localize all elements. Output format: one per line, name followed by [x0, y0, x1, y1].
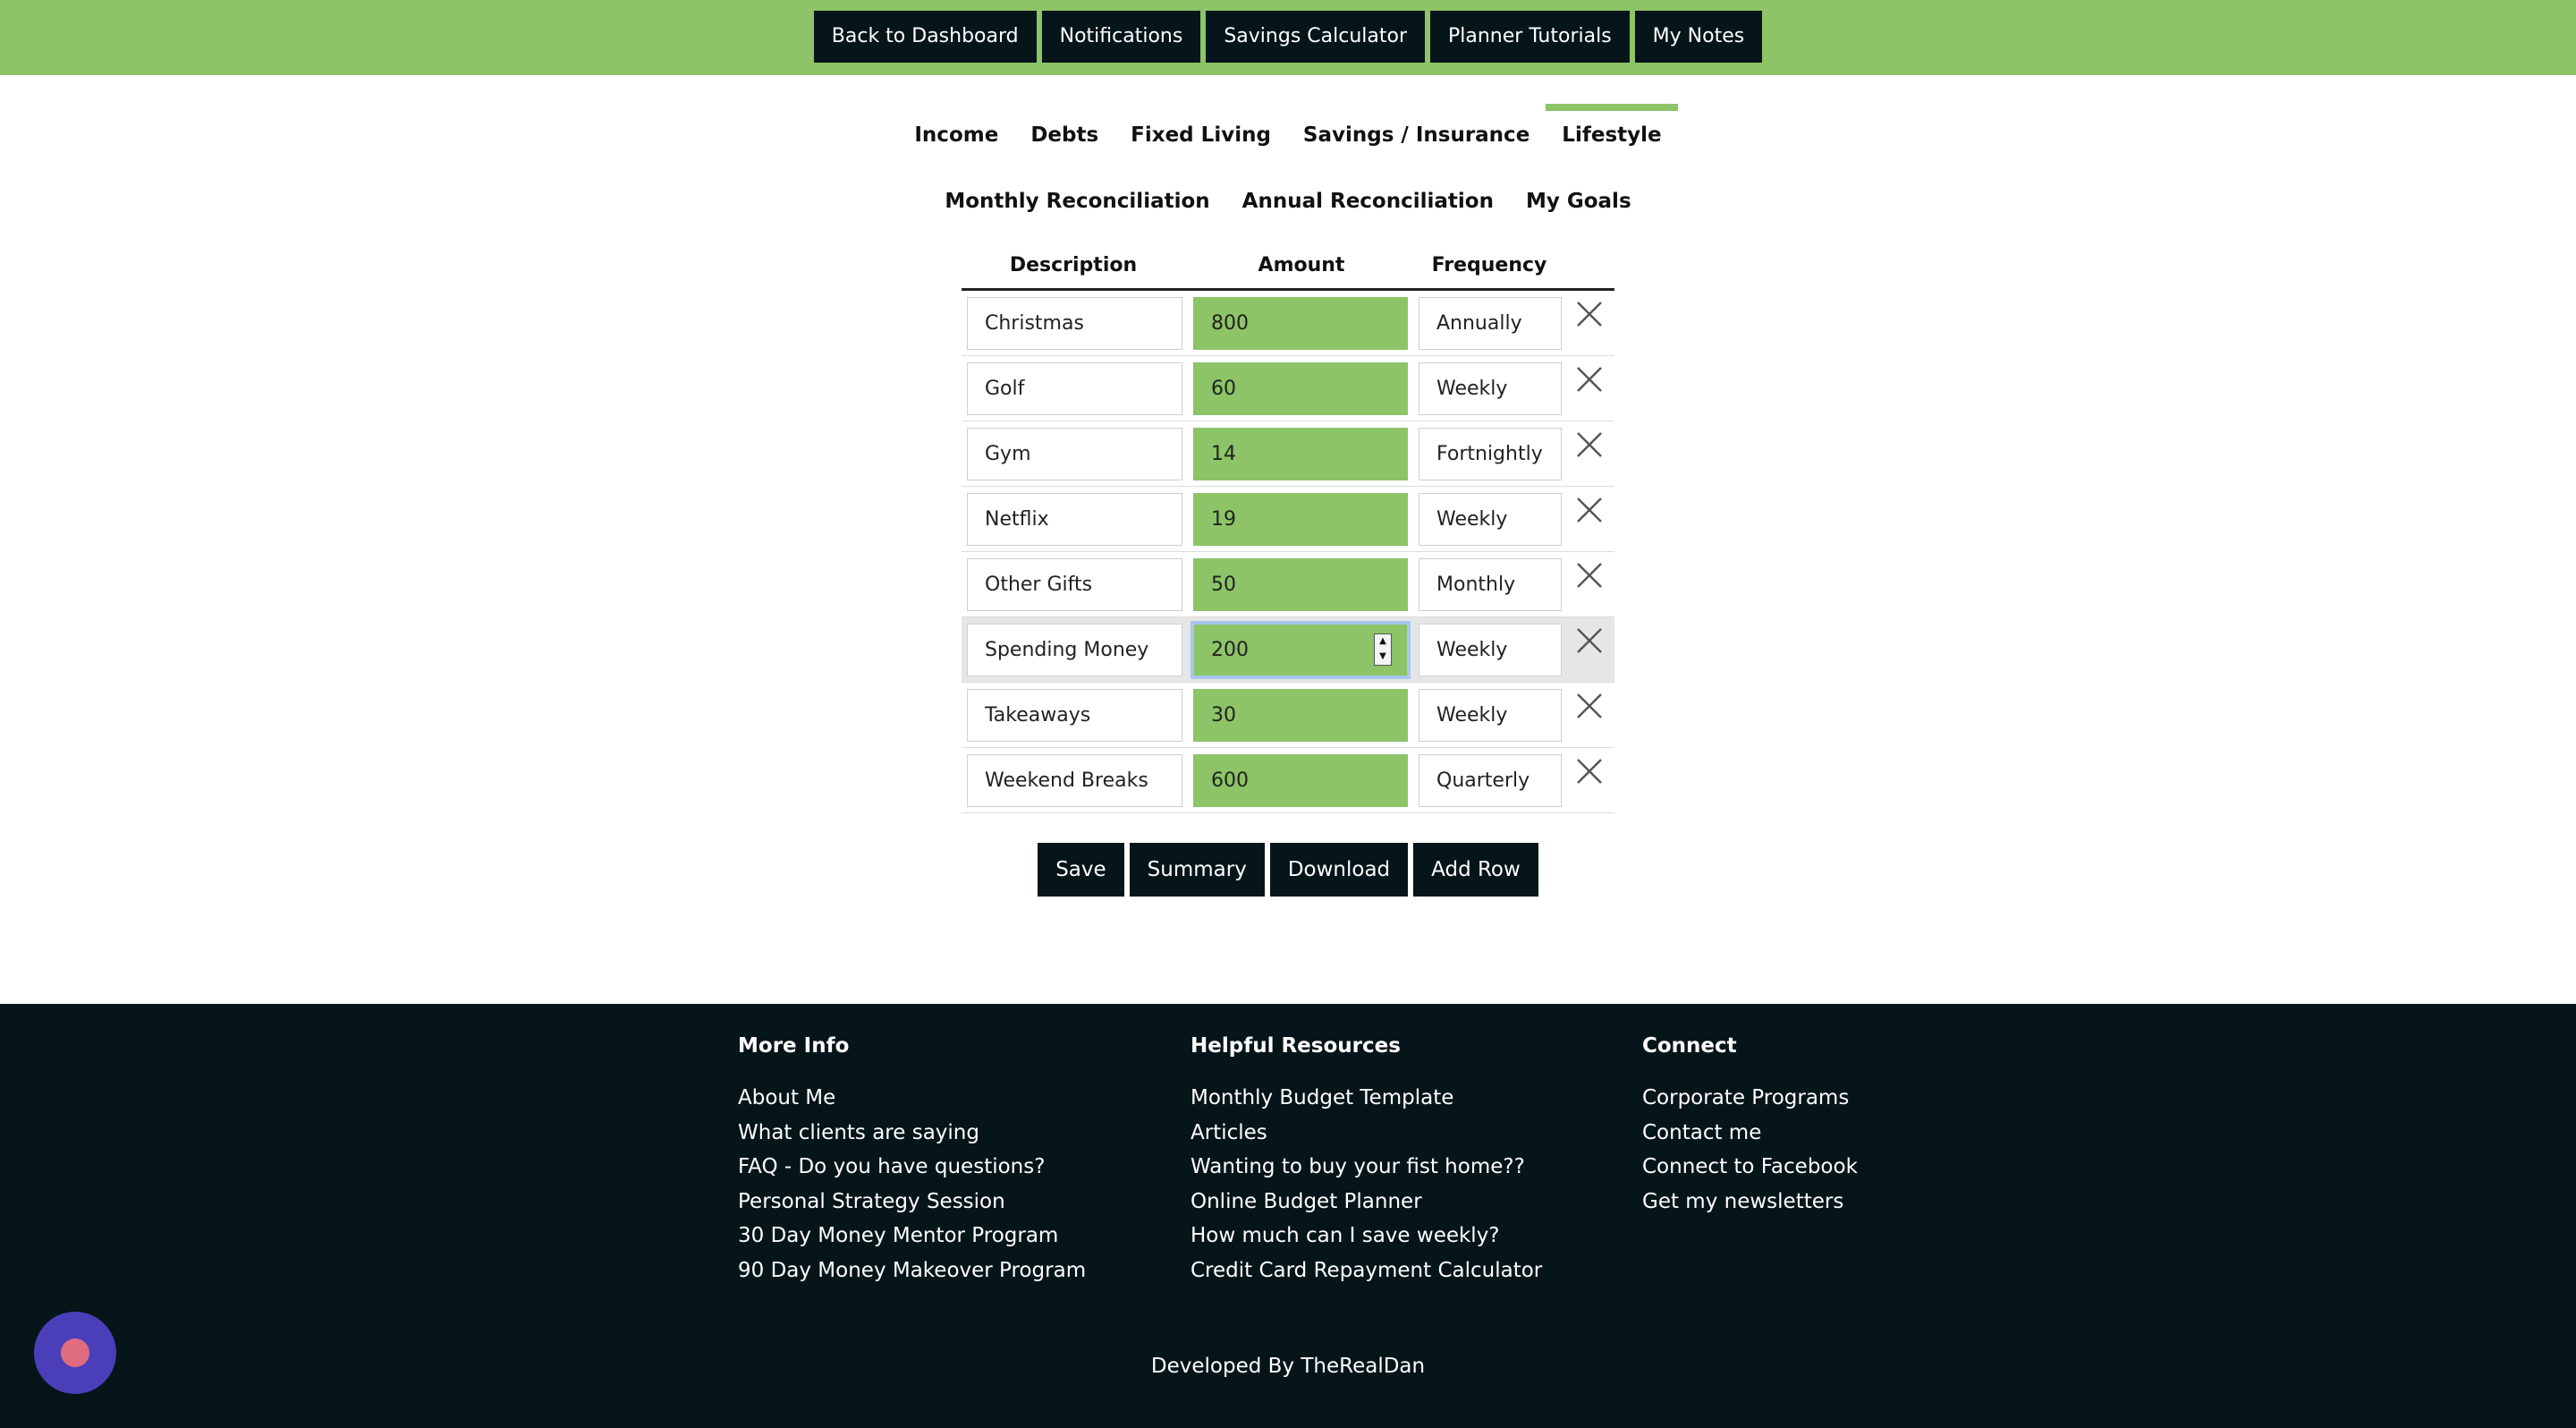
description-input[interactable]: Golf: [967, 362, 1182, 415]
footer-link[interactable]: 90 Day Money Makeover Program: [738, 1258, 1087, 1282]
amount-input[interactable]: [1193, 297, 1408, 350]
description-input[interactable]: Christmas: [967, 297, 1182, 350]
footer-link[interactable]: How much can I save weekly?: [1191, 1224, 1500, 1247]
delete-row-button[interactable]: [1574, 429, 1610, 465]
close-icon: [1574, 625, 1605, 656]
frequency-select[interactable]: Quarterly: [1419, 754, 1562, 807]
amount-value: 600: [1211, 769, 1249, 792]
top-nav: [814, 11, 1762, 63]
reconciliation-tabs: [0, 170, 2576, 224]
chat-widget-button[interactable]: [34, 1312, 116, 1394]
category-tabs: [0, 104, 2576, 157]
tab-my-goals[interactable]: My Goals: [1525, 190, 1631, 213]
frequency-select[interactable]: Fortnightly: [1419, 428, 1562, 480]
frequency-select[interactable]: Annually: [1419, 297, 1562, 350]
add-row-button[interactable]: Add Row: [1413, 843, 1538, 897]
footer-link[interactable]: Articles: [1191, 1120, 1267, 1144]
tab-income[interactable]: Income: [914, 123, 999, 147]
delete-row-button[interactable]: [1574, 299, 1610, 335]
tab-fixed-living[interactable]: Fixed Living: [1131, 123, 1271, 147]
my-notes-button[interactable]: My Notes: [1635, 11, 1763, 63]
close-icon: [1574, 429, 1605, 460]
close-icon: [1574, 691, 1605, 721]
table-body: [962, 291, 1614, 813]
footer-more-info-links: [738, 1086, 1086, 1293]
close-icon: [1574, 299, 1605, 329]
close-icon: [1574, 364, 1605, 395]
header-frequency: Frequency: [1431, 253, 1547, 276]
footer-link[interactable]: FAQ - Do you have questions?: [738, 1155, 1046, 1178]
description-input[interactable]: Other Gifts: [967, 558, 1182, 611]
description-input[interactable]: Gym: [967, 428, 1182, 480]
tab-annual-reconciliation[interactable]: Annual Reconciliation: [1241, 190, 1494, 213]
chevron-down-icon[interactable]: ▼: [1379, 651, 1386, 661]
planner-tutorials-button[interactable]: Planner Tutorials: [1430, 11, 1630, 63]
footer-link[interactable]: Personal Strategy Session: [738, 1189, 1005, 1213]
summary-button[interactable]: Summary: [1130, 843, 1265, 897]
amount-value: 200: [1211, 638, 1249, 661]
footer-link[interactable]: Online Budget Planner: [1191, 1189, 1422, 1213]
tab-lifestyle[interactable]: Lifestyle: [1546, 104, 1677, 157]
amount-value: 30: [1211, 703, 1236, 727]
table-header: [962, 242, 1614, 291]
top-bar: [0, 0, 2576, 75]
amount-value: 50: [1211, 573, 1236, 596]
footer-connect-title: Connect: [1642, 1034, 1737, 1058]
footer-helpful-resources: [1191, 1034, 1542, 1293]
amount-input[interactable]: [1193, 624, 1408, 676]
footer-link[interactable]: Monthly Budget Template: [1191, 1086, 1454, 1109]
frequency-select[interactable]: Monthly: [1419, 558, 1562, 611]
footer-link[interactable]: Connect to Facebook: [1642, 1155, 1858, 1178]
header-amount: Amount: [1258, 253, 1345, 276]
footer-link[interactable]: Contact me: [1642, 1120, 1762, 1144]
footer-connect: [1642, 1034, 1858, 1224]
frequency-select[interactable]: Weekly: [1419, 689, 1562, 742]
delete-row-button[interactable]: [1574, 560, 1610, 596]
download-button[interactable]: Download: [1270, 843, 1408, 897]
chevron-up-icon[interactable]: ▲: [1379, 636, 1386, 646]
footer-link[interactable]: Corporate Programs: [1642, 1086, 1850, 1109]
amount-input[interactable]: [1193, 558, 1408, 611]
description-input[interactable]: Spending Money: [967, 624, 1182, 676]
delete-row-button[interactable]: [1574, 625, 1610, 661]
description-input[interactable]: Takeaways: [967, 689, 1182, 742]
back-to-dashboard-button[interactable]: Back to Dashboard: [814, 11, 1037, 63]
chat-icon: [61, 1339, 89, 1367]
tab-debts[interactable]: Debts: [1030, 123, 1099, 147]
close-icon: [1574, 756, 1605, 786]
amount-input[interactable]: [1193, 362, 1408, 415]
footer: [0, 1004, 2576, 1428]
savings-calculator-button[interactable]: Savings Calculator: [1206, 11, 1425, 63]
delete-row-button[interactable]: [1574, 364, 1610, 400]
table-row: [962, 617, 1614, 683]
amount-input[interactable]: [1193, 754, 1408, 807]
amount-value: 60: [1211, 377, 1236, 400]
footer-more-info: [738, 1034, 1086, 1293]
footer-helpful-resources-title: Helpful Resources: [1191, 1034, 1401, 1058]
close-icon: [1574, 495, 1605, 525]
footer-connect-links: [1642, 1086, 1858, 1224]
close-icon: [1574, 560, 1605, 591]
footer-link[interactable]: What clients are saying: [738, 1120, 979, 1144]
footer-link[interactable]: 30 Day Money Mentor Program: [738, 1224, 1059, 1247]
frequency-select[interactable]: Weekly: [1419, 493, 1562, 546]
footer-more-info-title: More Info: [738, 1034, 850, 1058]
amount-value: 14: [1211, 442, 1236, 465]
amount-input[interactable]: [1193, 428, 1408, 480]
amount-stepper[interactable]: [1374, 633, 1392, 666]
table-row: [962, 421, 1614, 487]
footer-link[interactable]: Wanting to buy your fist home??: [1191, 1155, 1525, 1178]
amount-input[interactable]: [1193, 493, 1408, 546]
table-row: [962, 487, 1614, 552]
notifications-button[interactable]: Notifications: [1042, 11, 1201, 63]
developer-credit: Developed By TheRealDan: [1150, 1355, 1426, 1378]
header-description: Description: [1009, 253, 1138, 276]
footer-link[interactable]: Credit Card Repayment Calculator: [1191, 1258, 1543, 1282]
table-row: [962, 356, 1614, 421]
footer-link[interactable]: Get my newsletters: [1642, 1189, 1844, 1213]
tab-monthly-reconciliation[interactable]: Monthly Reconciliation: [945, 190, 1210, 213]
save-button[interactable]: Save: [1038, 843, 1123, 897]
table-row: [962, 552, 1614, 617]
delete-row-button[interactable]: [1574, 691, 1610, 727]
description-input[interactable]: Netflix: [967, 493, 1182, 546]
footer-link[interactable]: About Me: [738, 1086, 836, 1109]
frequency-select[interactable]: Weekly: [1419, 624, 1562, 676]
table-row: [962, 683, 1614, 748]
table-row: [962, 748, 1614, 813]
frequency-select[interactable]: Weekly: [1419, 362, 1562, 415]
amount-input[interactable]: [1193, 689, 1408, 742]
delete-row-button[interactable]: [1574, 756, 1610, 792]
action-buttons: [0, 843, 2576, 897]
lifestyle-table: [962, 242, 1614, 813]
footer-helpful-resources-links: [1191, 1086, 1542, 1293]
tab-savings-insurance[interactable]: Savings / Insurance: [1302, 123, 1530, 147]
delete-row-button[interactable]: [1574, 495, 1610, 531]
table-row: [962, 291, 1614, 356]
amount-value: 800: [1211, 311, 1249, 335]
amount-value: 19: [1211, 507, 1236, 531]
description-input[interactable]: Weekend Breaks: [967, 754, 1182, 807]
